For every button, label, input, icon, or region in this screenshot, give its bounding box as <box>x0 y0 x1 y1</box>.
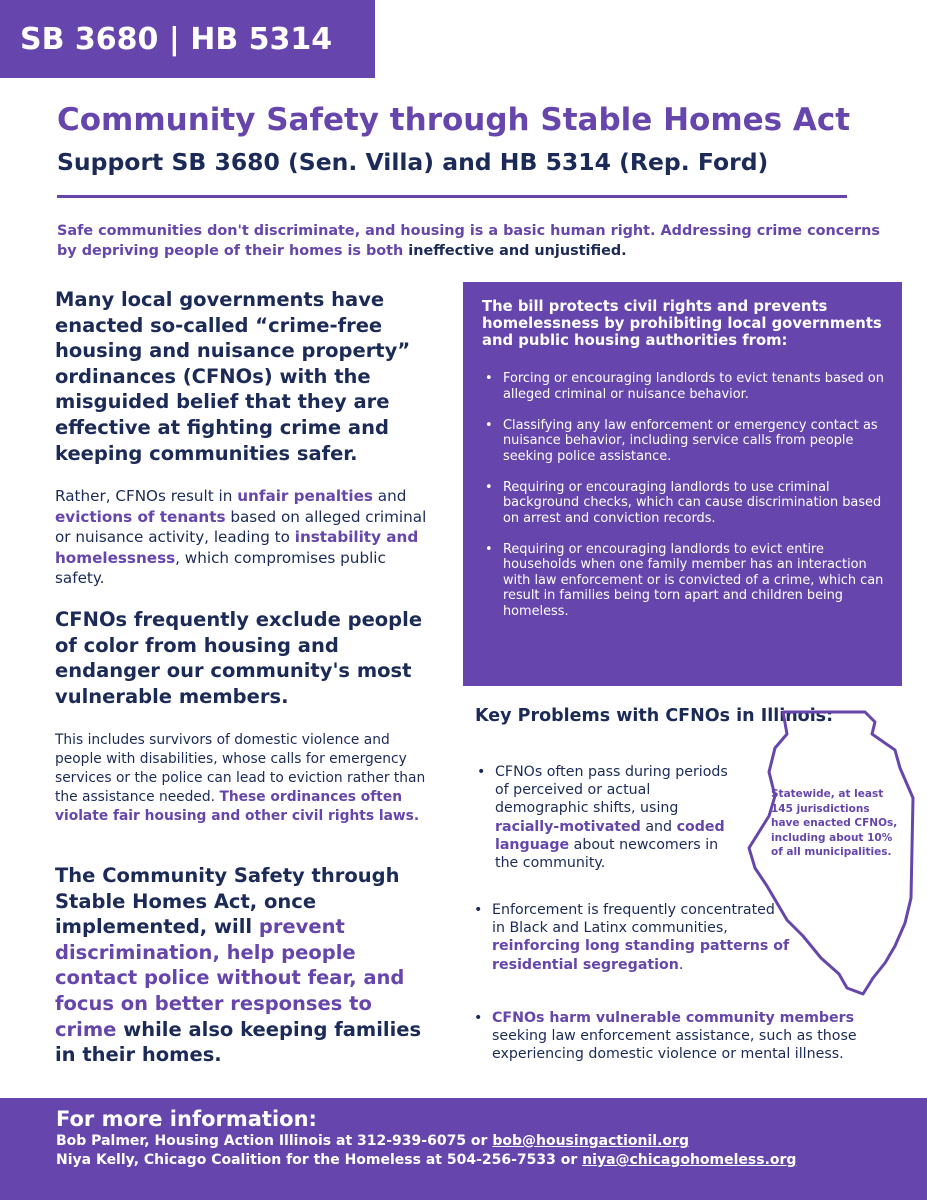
kp3-text-b: seeking law enforcement assistance, such as those experiencing domestic violence or mental illness. <box>492 1028 857 1063</box>
contact-line-bob <box>56 1132 927 1151</box>
kp1-highlight-coded: coded language <box>495 818 725 853</box>
protection-item: • Forcing or encouraging landlords to evict tenants based on alleged criminal or nuisance behavior. <box>482 371 886 402</box>
lead3-text-a: The Community Safety through Stable Homes Act, once implemented, will <box>55 864 400 939</box>
protection-item: • Requiring or encouraging landlords to use criminal background checks, which can cause discrimination based on arrest and conviction records. <box>482 480 886 527</box>
lead3-highlight: prevent discrimination, help people contact police without fear, and focus on better responses to crime <box>55 915 405 1041</box>
bill-number-banner: SB 3680 | HB 5314 <box>0 0 375 78</box>
key-problem-item <box>477 763 730 872</box>
body-paragraph-penalties <box>55 486 440 589</box>
email-link-bob[interactable]: bob@housingactionil.org <box>492 1133 689 1149</box>
lead-paragraph-exclusion: CFNOs frequently exclude people of color from housing and endanger our community's most vulnerable members. <box>55 608 423 708</box>
key-problem-item <box>474 1009 902 1064</box>
contact-niya-text: Niya Kelly, Chicago Coalition for the Homeless at 504-256-7533 or <box>56 1152 583 1168</box>
p1-text-e: based on alleged criminal or nuisance activity, leading to <box>55 507 427 546</box>
protection-item: • Requiring or encouraging landlords to evict entire households when one family member has an interaction with law enforcement or is convicted of a crime, which can result in families being torn apart and children being homeless. <box>482 542 886 620</box>
protections-list <box>482 371 886 619</box>
bullet-icon: • <box>477 764 486 780</box>
key-problems-heading: Key Problems with CFNOs in Illinois: <box>475 706 834 726</box>
kp3-highlight-harm: CFNOs harm vulnerable community members <box>492 1010 855 1026</box>
kp2-highlight-segregation: reinforcing long standing patterns of residential segregation <box>492 938 790 973</box>
body-paragraph-survivors <box>55 731 440 826</box>
lead-paragraph-act <box>55 863 440 1068</box>
map-statistic: Statewide, at least 145 jurisdictions have enacted CFNOs, including about 10% of all municipalities. <box>771 788 898 858</box>
p2-highlight-civil-rights: These ordinances often violate fair housing and other civil rights laws. <box>55 789 420 824</box>
intro-statement <box>57 221 887 261</box>
kp1-text-c: and <box>640 818 677 835</box>
p1-highlight-penalties: unfair penalties <box>237 487 373 505</box>
kp1-text-e: about newcomers in the community. <box>495 836 719 872</box>
contact-line-niya <box>56 1151 927 1170</box>
footer-heading: For more information: <box>56 1107 317 1131</box>
kp2-text-c: . <box>678 956 684 973</box>
p1-text-g: , which compromises public safety. <box>55 548 386 587</box>
bill-protections-box <box>463 282 902 686</box>
protection-item: • Classifying any law enforcement or emergency contact as nuisance behavior, including service calls from people seeking police assistance. <box>482 418 886 465</box>
footer-contact <box>0 1098 927 1200</box>
page-subtitle: Support SB 3680 (Sen. Villa) and HB 5314 (Rep. Ford) <box>57 148 769 176</box>
contact-bob-text: Bob Palmer, Housing Action Illinois at 312-939-6075 or <box>56 1133 493 1149</box>
page-title: Community Safety through Stable Homes Act <box>57 102 851 138</box>
title-divider <box>57 195 847 198</box>
p2-text: This includes survivors of domestic violence and people with disabilities, whose calls for emergency services or the police can lead to eviction rather than the assistance needed. <box>55 732 426 805</box>
protections-heading: The bill protects civil rights and prevents homelessness by prohibiting local governments and public housing authorities from: <box>482 298 882 349</box>
lead-paragraph-cfnos: Many local governments have enacted so-called “crime-free housing and nuisance property” ordinances (CFNOs) with the misguided belief that they are effective at fighting crime and keeping communities safer. <box>55 288 411 465</box>
kp1-text-a: CFNOs often pass during periods of perceived or actual demographic shifts, using <box>495 764 728 817</box>
intro-emphasis: ineffective and unjustified. <box>408 243 627 259</box>
p1-highlight-instability: instability and homelessness <box>55 528 419 567</box>
email-link-niya[interactable]: niya@chicagohomeless.org <box>582 1152 797 1168</box>
bullet-icon: • <box>474 902 483 918</box>
bullet-icon: • <box>474 1010 483 1026</box>
lead3-text-c: while also keeping families in their homes. <box>55 1017 422 1067</box>
kp1-highlight-racial: racially-motivated <box>495 818 641 835</box>
intro-text: Safe communities don't discriminate, and housing is a basic human right. Addressing crime concerns by depriving people of their homes is both <box>57 223 880 259</box>
p1-text-c: and <box>372 487 407 505</box>
p1-highlight-evictions: evictions of tenants <box>55 507 226 526</box>
kp2-text-a: Enforcement is frequently concentrated in Black and Latinx communities, <box>492 902 775 937</box>
p1-text-a: Rather, CFNOs result in <box>55 487 238 505</box>
